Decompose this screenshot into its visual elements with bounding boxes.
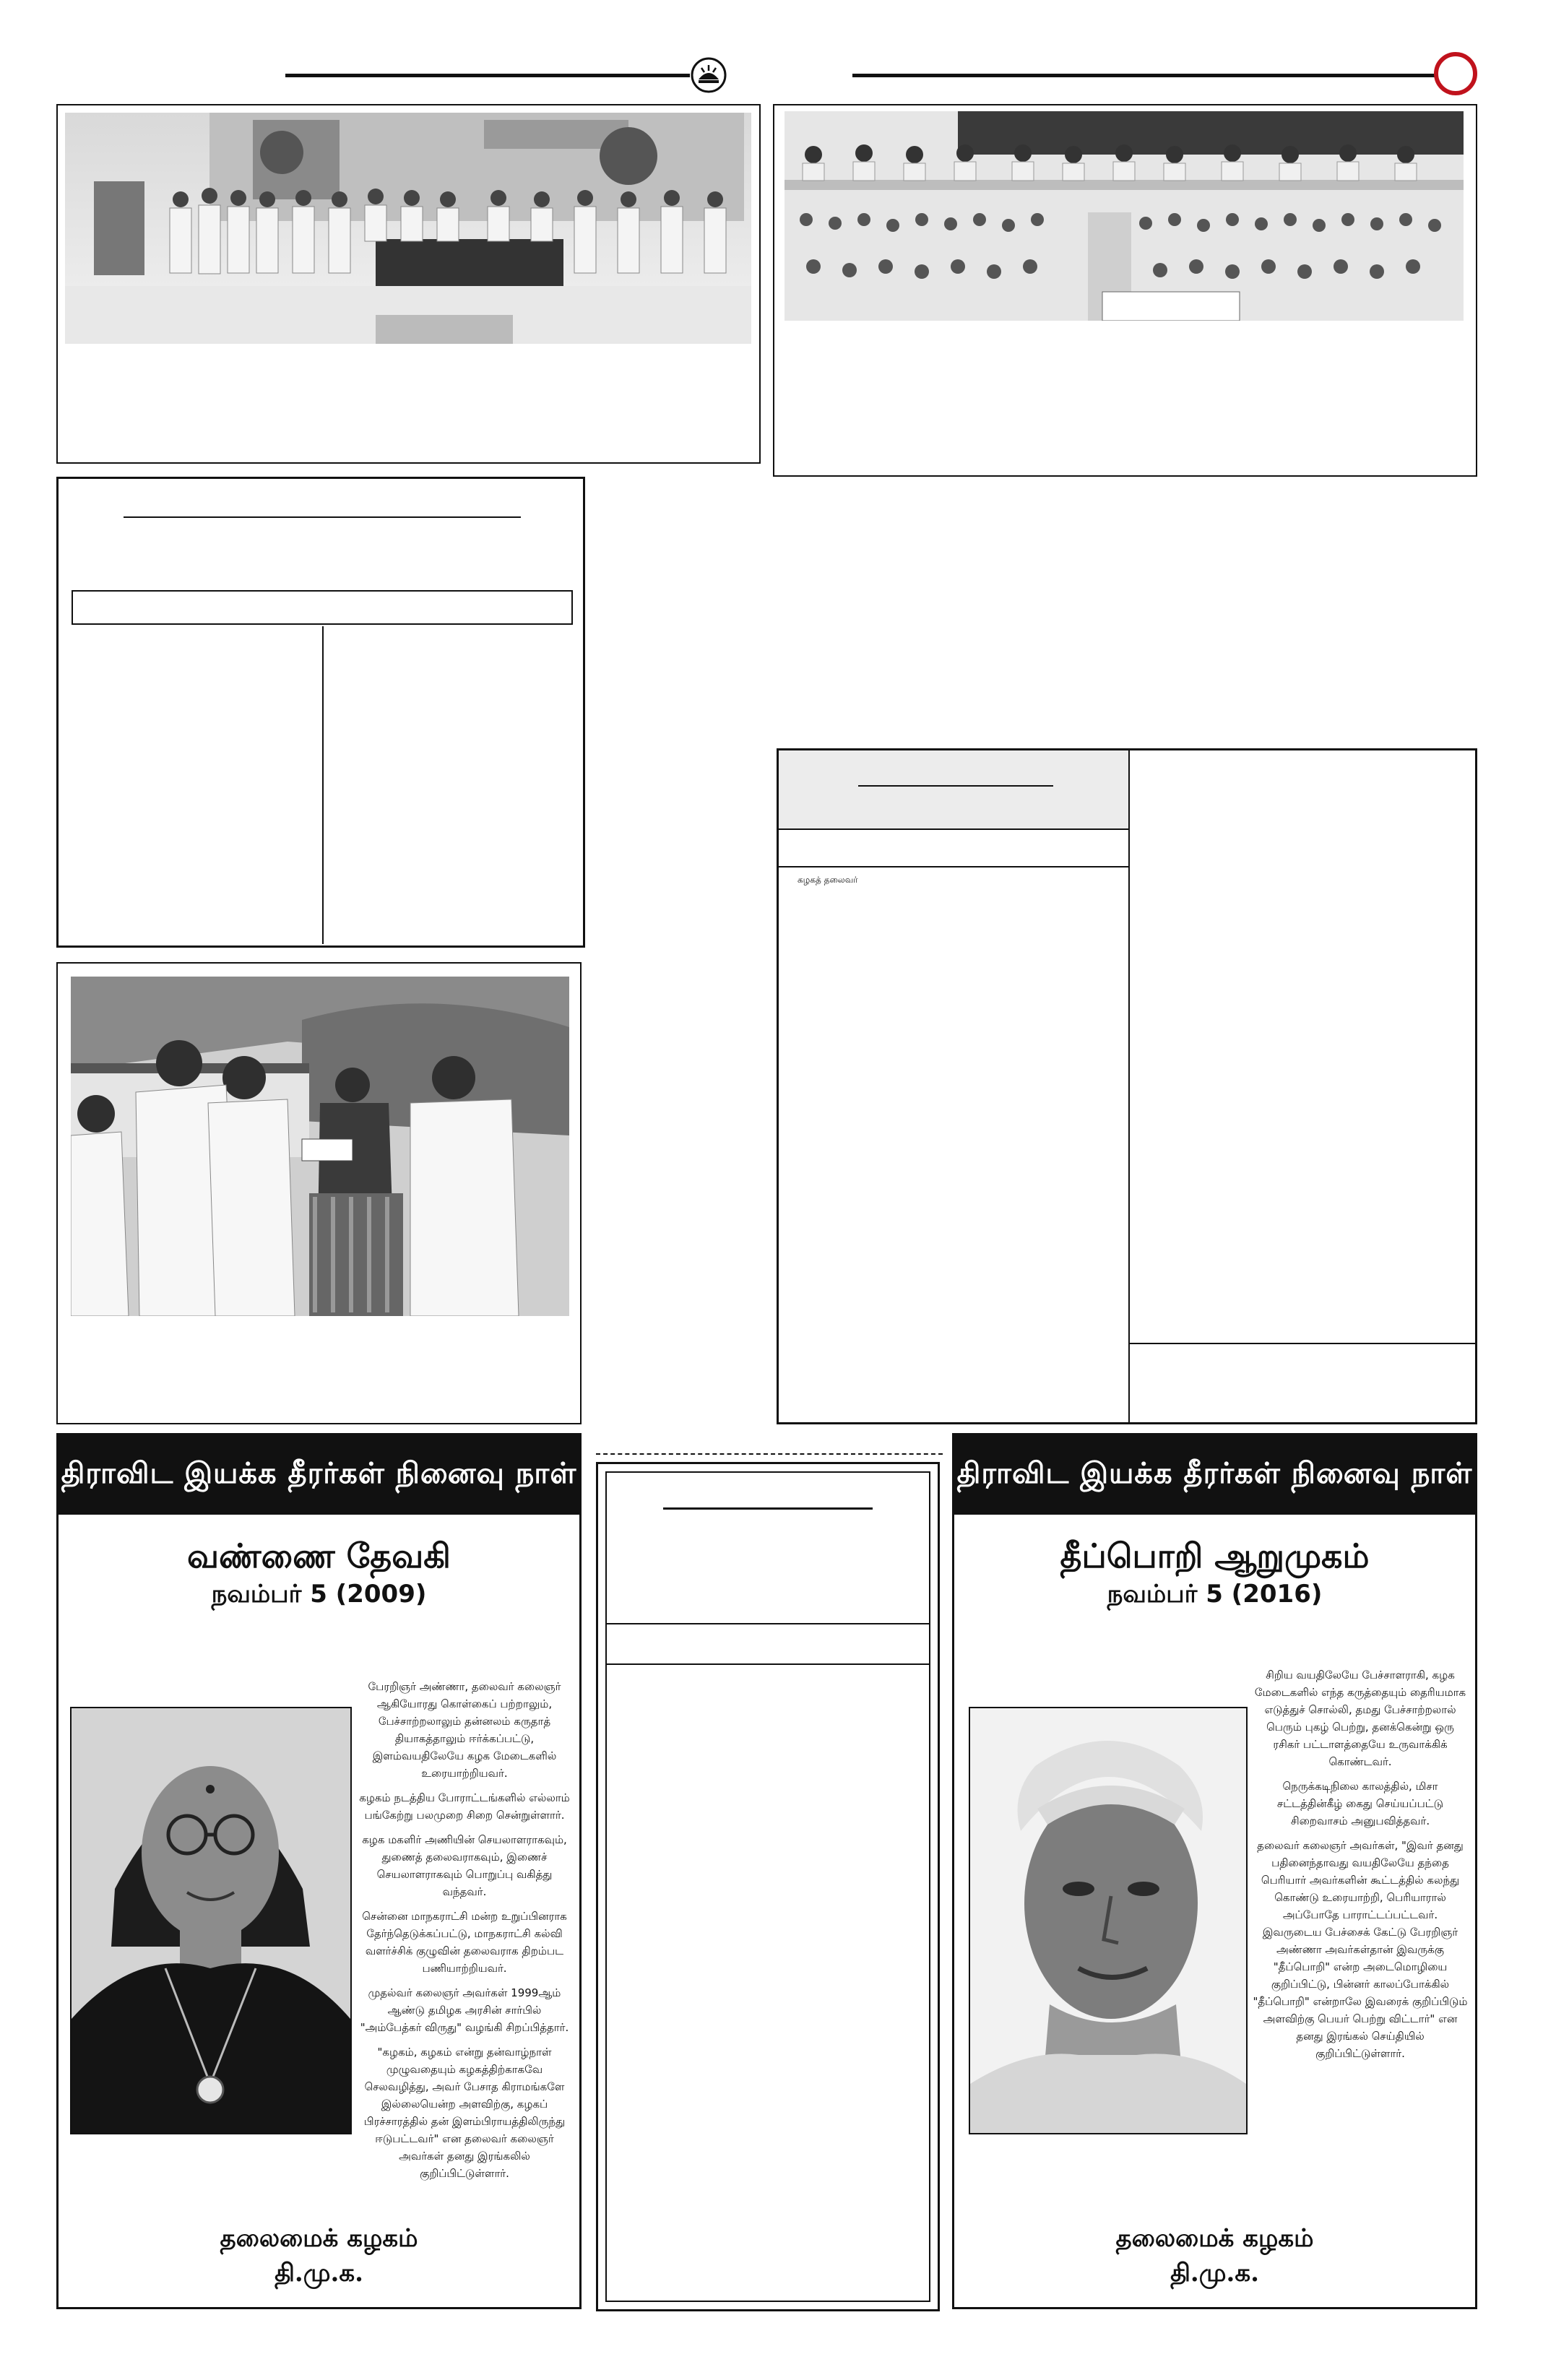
obituary-right-text — [1252, 1666, 1469, 2069]
right-box-lower-rule — [1130, 1343, 1475, 1344]
obituary-right-paragraph: நெருக்கடிநிலை காலத்தில், மிசா சட்டத்தின்கீழ் கைது செய்யப்பட்டு சிறைவாசம் அனுபவித்தவர். — [1276, 1780, 1444, 1827]
obituary-left-paragraph: சென்னை மாநகராட்சி மன்ற உறுப்பினராக தேர்ந்தெடுக்கப்பட்டு, மாநகராட்சி கல்வி வளர்ச்சிக் குழுவின் தலைவராக திறம்பட பணியாற்றியவர். — [362, 1910, 567, 1975]
signature-party: தி.மு.க. — [1170, 2259, 1259, 2288]
red-circle-icon — [1434, 52, 1477, 95]
obituary-right-banner: திராவிட இயக்க தீரர்கள் நினைவு நாள் — [954, 1435, 1475, 1515]
obituary-left-paragraph: முதல்வர் கலைஞர் அவர்கள் 1999ஆம் ஆண்டு தமிழக அரசின் சார்பில் "அம்பேத்கர் விருது" வழங்கி சிறப்பித்தார். — [360, 1986, 569, 2034]
obituary-left-date: நவம்பர் 5 (2009) — [211, 1580, 427, 1609]
right-box-subheader — [779, 830, 1130, 867]
obituary-right-paragraph: தலைவர் கலைஞர் அவர்கள், "இவர் தனது பதினைந்தாவது வயதிலேயே தந்தை பெரியார் அவர்களின் கூட்டத்தில் கலந்து கொண்டு உரையாற்றி, பெரியாரால் அப்போதே பாராட்டப்பட்டவர். இவருடைய பேச்சைக் கேட்டு பேரறிஞர் அண்ணா அவர்கள்தான் இவருக்கு "தீப்பொறி" என்ற அடைமொழியை குறிப்பிட்டு, பின்னர் காலப்போக்கில் "தீப்பொறி" என்றாலே இவரைக் குறிப்பிடும் அளவிற்கு பெயர் பெற்று விட்டார்" என தனது இரங்கல் செய்தியில் குறிப்பிட்டுள்ளார். — [1253, 1839, 1468, 2060]
signature-line: தலைமைக் கழகம் — [1115, 2224, 1314, 2253]
info-box-column-divider — [322, 626, 324, 944]
right-box-title-rule — [858, 785, 1053, 787]
photo-stage-event — [65, 113, 751, 344]
obituary-left-banner: திராவிட இயக்க தீரர்கள் நினைவு நாள் — [59, 1435, 579, 1515]
right-box-column-divider — [1128, 867, 1130, 1422]
obituary-left-name: வண்ணை தேவகி — [187, 1536, 451, 1575]
photo-meeting-hall — [785, 111, 1464, 321]
party-leader-label: கழகத் தலைவர் — [798, 875, 858, 885]
info-box-left — [56, 477, 585, 948]
obituary-left-signature — [59, 2221, 579, 2290]
obituary-left — [56, 1433, 582, 2309]
center-box-divider-2 — [605, 1663, 930, 1665]
header-rule-left — [285, 74, 690, 77]
info-box-center — [596, 1462, 940, 2311]
obituary-left-paragraph: கழக மகளிர் அணியின் செயலாளராகவும், துணைத் தலைவராகவும், இணைச் செயலாளராகவும் பொறுப்பு வகித்து வந்தவர். — [362, 1833, 567, 1898]
obituary-right-signature — [954, 2221, 1475, 2290]
portrait-woman — [70, 1707, 352, 2134]
right-box-header-panel — [779, 750, 1130, 830]
center-box-divider-1 — [605, 1623, 930, 1624]
center-box-title-rule — [663, 1507, 873, 1510]
info-box-header-bar — [72, 590, 573, 625]
obituary-left-paragraph: கழகம் நடத்திய போராட்டங்களில் எல்லாம் பங்கேற்று பலமுறை சிறை சென்றுள்ளார். — [359, 1791, 570, 1822]
center-box-inner-frame — [605, 1471, 930, 2302]
info-box-right — [777, 748, 1477, 1424]
obituary-right-date: நவம்பர் 5 (2016) — [1107, 1580, 1323, 1609]
header-rule-right — [852, 74, 1438, 77]
photo-box-handover — [56, 962, 582, 1424]
portrait-man — [969, 1707, 1248, 2134]
photo-box-meeting — [773, 104, 1477, 477]
photo-box-stage — [56, 104, 761, 464]
obituary-right — [952, 1433, 1477, 2309]
signature-party: தி.மு.க. — [275, 2259, 363, 2288]
obituary-left-paragraph: "கழகம், கழகம் என்று தன்வாழ்நாள் முழுவதையும் கழகத்திற்காகவே செலவழித்து, அவர் பேசாத கிராமங்களே இல்லையென்ற அளவிற்கு, கழகப் பிரச்சாரத்தில் தன் இளம்பிராயத்திலிருந்து ஈடுபட்டவர்" என தலைவர் கலைஞர் அவர்கள் தனது இரங்கலில் குறிப்பிட்டுள்ளார். — [363, 2046, 566, 2180]
obituary-right-name: தீப்பொறி ஆறுமுகம் — [1060, 1536, 1370, 1575]
obituary-left-paragraph: பேரறிஞர் அண்ணா, தலைவர் கலைஞர் ஆகியோரது கொள்கைப் பற்றாலும், பேச்சாற்றலாலும் தன்னலம் கருதாத் தியாகத்தாலும் ஈர்க்கப்பட்டு, இளம்வயதிலேயே கழக மேடைகளில் உரையாற்றியவர். — [368, 1680, 561, 1780]
obituary-right-paragraph: சிறிய வயதிலேயே பேச்சாளராகி, கழக மேடைகளில் எந்த கருத்தையும் தைரியமாக எடுத்துச் சொல்லி, தமது பேச்சாற்றலால் பெரும் புகழ் பெற்று, தனக்கென்று ஒரு ரசிகர் பட்டாளத்தையே உருவாக்கிக் கொண்டவர். — [1254, 1669, 1466, 1768]
rising-sun-emblem-icon — [690, 56, 727, 94]
photo-handover — [71, 977, 569, 1316]
info-box-title-rule — [124, 516, 521, 518]
obituary-left-text — [356, 1678, 573, 2189]
dotted-separator — [596, 1453, 943, 1455]
signature-line: தலைமைக் கழகம் — [220, 2224, 418, 2253]
